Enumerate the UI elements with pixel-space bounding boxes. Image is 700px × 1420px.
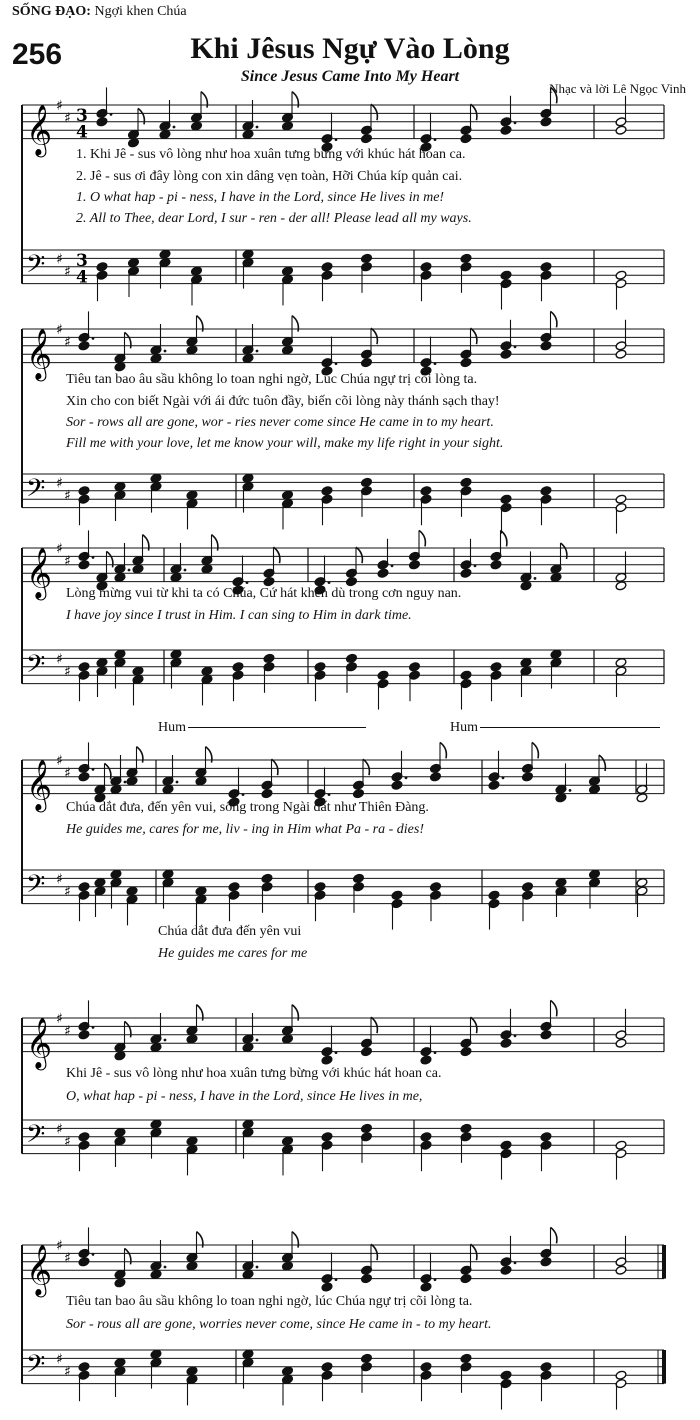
augmentation-dot bbox=[434, 362, 437, 365]
sharp-icon: ♯ bbox=[56, 651, 63, 668]
category-label: SỐNG ĐẠO: bbox=[12, 4, 91, 19]
augmentation-dot bbox=[164, 1039, 167, 1042]
note-head bbox=[636, 793, 648, 803]
note-head bbox=[186, 345, 198, 355]
note-head bbox=[550, 649, 562, 659]
sharp-icon: ♯ bbox=[56, 871, 63, 888]
note-head bbox=[430, 882, 442, 892]
time-signature-bottom: 4 bbox=[76, 122, 88, 143]
note-head bbox=[500, 125, 512, 135]
augmentation-dot bbox=[92, 337, 95, 340]
sharp-icon: ♯ bbox=[56, 1011, 63, 1027]
lyric-line: Xin cho con biết Ngài với ái đức tuôn đầy, biến cõi lòng này thánh sạch thay! bbox=[66, 394, 500, 409]
note-head bbox=[78, 560, 90, 570]
note-head bbox=[540, 262, 552, 272]
note-head bbox=[114, 1358, 126, 1368]
note-head bbox=[361, 1123, 373, 1133]
note-head bbox=[540, 1362, 552, 1372]
note-head bbox=[615, 1265, 627, 1275]
hum-extender-line bbox=[480, 727, 660, 728]
augmentation-dot bbox=[434, 1278, 437, 1281]
note-flag bbox=[371, 104, 377, 120]
note-head bbox=[110, 784, 122, 794]
treble-clef-icon: 𝄞 bbox=[26, 547, 53, 599]
note-head bbox=[409, 662, 421, 672]
augmentation-dot bbox=[328, 581, 331, 584]
lyric-line: Sor - rows all are gone, wor - ries never come since He came in to my heart. bbox=[66, 415, 494, 430]
lyric-line: Tiêu tan bao âu sầu không lo toan nghi ngờ, lúc Chúa ngự trị cõi lòng ta. bbox=[66, 1294, 473, 1309]
augmentation-dot bbox=[184, 569, 187, 572]
augmentation-dot bbox=[434, 1051, 437, 1054]
note-head bbox=[615, 1370, 627, 1380]
note-head bbox=[314, 882, 326, 892]
note-head bbox=[128, 258, 140, 268]
sharp-icon: ♯ bbox=[64, 1364, 71, 1380]
note-head bbox=[150, 1042, 162, 1052]
treble-clef-icon: 𝄞 bbox=[26, 1017, 53, 1069]
note-head bbox=[261, 873, 273, 883]
note-head bbox=[132, 666, 144, 676]
lyric-line: Sor - rous all are gone, worries never come, since He came in - to my heart. bbox=[66, 1317, 492, 1332]
bass-clef-icon: 𝄢 bbox=[26, 474, 46, 510]
note-head bbox=[242, 1269, 254, 1279]
augmentation-dot bbox=[256, 126, 259, 129]
note-flag bbox=[440, 742, 446, 758]
augmentation-dot bbox=[335, 1278, 338, 1281]
note-head bbox=[420, 262, 432, 272]
hum-marking bbox=[158, 720, 366, 736]
augmentation-dot bbox=[569, 789, 572, 792]
sharp-icon: ♯ bbox=[64, 664, 71, 680]
augmentation-dot bbox=[164, 350, 167, 353]
sharp-icon: ♯ bbox=[64, 110, 71, 127]
lyric-line: O, what hap - pi - ness, I have in the Lord, since He lives in me, bbox=[66, 1089, 423, 1104]
lyric-line: Fill me with your love, let me know your will, make my life right in your sight. bbox=[66, 436, 504, 451]
sharp-icon: ♯ bbox=[56, 541, 63, 557]
note-head bbox=[500, 1140, 512, 1150]
note-head bbox=[460, 134, 472, 144]
note-head bbox=[186, 1261, 198, 1271]
note-head bbox=[114, 572, 126, 582]
note-head bbox=[195, 776, 207, 786]
augmentation-dot bbox=[335, 1051, 338, 1054]
note-head bbox=[353, 789, 365, 799]
note-head bbox=[460, 670, 472, 680]
note-head bbox=[191, 121, 203, 131]
note-head bbox=[321, 262, 333, 272]
augmentation-dot bbox=[335, 138, 338, 141]
sharp-icon: ♯ bbox=[64, 884, 71, 900]
lyric-line: Khi Jê - sus vô lòng như hoa xuân tưng bừng với khúc hát hoan ca. bbox=[66, 1066, 442, 1081]
note-head bbox=[126, 886, 138, 896]
note-head bbox=[589, 784, 601, 794]
note-head bbox=[460, 568, 472, 578]
note-head bbox=[361, 358, 373, 368]
note-head bbox=[420, 1282, 432, 1292]
note-head bbox=[162, 784, 174, 794]
note-head bbox=[377, 670, 389, 680]
sharp-icon: ♯ bbox=[64, 264, 71, 280]
lyric-line: Chúa dắt đưa, đến yên vui, sống trong Ngài đất như Thiên Đàng. bbox=[66, 800, 429, 815]
note-head bbox=[353, 873, 365, 883]
note-head bbox=[96, 658, 108, 668]
note-head bbox=[228, 882, 240, 892]
composer-credit: Nhạc và lời Lê Ngọc Vinh bbox=[549, 81, 686, 96]
note-flag bbox=[356, 547, 362, 563]
note-head bbox=[150, 353, 162, 363]
bass-clef-icon: 𝄢 bbox=[26, 1120, 46, 1156]
augmentation-dot bbox=[176, 781, 179, 784]
bass-lyric-line: Chúa dắt đưa đến yên vui bbox=[158, 924, 302, 939]
note-head bbox=[78, 772, 90, 782]
hymn-number: 256 bbox=[12, 38, 63, 71]
note-head bbox=[520, 581, 532, 591]
note-head bbox=[282, 490, 294, 500]
note-head bbox=[263, 653, 275, 663]
augmentation-dot bbox=[474, 564, 477, 567]
note-head bbox=[150, 473, 162, 483]
note-head bbox=[420, 486, 432, 496]
note-head bbox=[555, 793, 567, 803]
note-head bbox=[615, 581, 627, 591]
note-head bbox=[186, 1034, 198, 1044]
note-head bbox=[78, 1362, 90, 1372]
note-head bbox=[114, 1278, 126, 1288]
bass-clef-icon: 𝄢 bbox=[26, 1350, 46, 1386]
note-head bbox=[159, 129, 171, 139]
sharp-icon: ♯ bbox=[64, 765, 71, 782]
note-head bbox=[488, 890, 500, 900]
note-head bbox=[540, 1030, 552, 1040]
note-head bbox=[282, 345, 294, 355]
hymn-subtitle: Since Jesus Came Into My Heart bbox=[240, 68, 460, 85]
bass-clef-icon: 𝄢 bbox=[26, 650, 46, 686]
note-head bbox=[615, 658, 627, 668]
note-flag bbox=[371, 328, 377, 344]
augmentation-dot bbox=[514, 1034, 517, 1037]
note-head bbox=[195, 886, 207, 896]
sharp-icon: ♯ bbox=[56, 475, 63, 492]
note-head bbox=[114, 1051, 126, 1061]
lyric-line: Tiêu tan bao âu sầu không lo toan nghi ngờ, Lúc Chúa ngự trị cõi lòng ta. bbox=[66, 372, 478, 387]
note-head bbox=[361, 1274, 373, 1284]
note-head bbox=[615, 349, 627, 359]
time-signature-top: 3 bbox=[76, 105, 88, 126]
note-head bbox=[500, 270, 512, 280]
hymn-title: Khi Jêsus Ngự Vào Lòng bbox=[190, 32, 510, 65]
note-head bbox=[615, 1140, 627, 1150]
sharp-icon: ♯ bbox=[56, 251, 63, 268]
note-head bbox=[346, 653, 358, 663]
lyric-line: 2. Jê - sus ơi đây lòng con xin dâng vẹn toàn, Hỡi Chúa kíp quản cai. bbox=[76, 169, 463, 184]
note-head bbox=[540, 1257, 552, 1267]
note-head bbox=[78, 662, 90, 672]
note-flag bbox=[471, 328, 477, 344]
hum-extender-line bbox=[188, 727, 366, 728]
sharp-icon: ♯ bbox=[56, 322, 63, 338]
note-flag bbox=[274, 547, 280, 563]
time-signature-top: 3 bbox=[76, 250, 88, 271]
note-head bbox=[500, 1370, 512, 1380]
note-head bbox=[361, 477, 373, 487]
note-head bbox=[321, 1362, 333, 1372]
augmentation-dot bbox=[242, 793, 245, 796]
note-head bbox=[361, 134, 373, 144]
note-head bbox=[78, 1257, 90, 1267]
sharp-icon: ♯ bbox=[64, 1250, 71, 1267]
augmentation-dot bbox=[110, 113, 113, 116]
note-head bbox=[150, 1119, 162, 1129]
augmentation-dot bbox=[164, 1266, 167, 1269]
treble-clef-icon: 𝄞 bbox=[26, 104, 53, 156]
note-head bbox=[78, 341, 90, 351]
treble-clef-icon: 𝄞 bbox=[26, 1244, 53, 1296]
bass-clef-icon: 𝄢 bbox=[26, 250, 46, 286]
hum-label: Hum bbox=[158, 720, 186, 735]
note-head bbox=[314, 662, 326, 672]
note-head bbox=[615, 1038, 627, 1048]
note-head bbox=[540, 341, 552, 351]
augmentation-dot bbox=[502, 776, 505, 779]
note-head bbox=[242, 353, 254, 363]
note-head bbox=[282, 1366, 294, 1376]
note-head bbox=[321, 1055, 333, 1065]
augmentation-dot bbox=[514, 121, 517, 124]
note-head bbox=[321, 486, 333, 496]
note-head bbox=[78, 486, 90, 496]
note-head bbox=[500, 349, 512, 359]
note-head bbox=[162, 869, 174, 879]
note-head bbox=[636, 878, 648, 888]
note-head bbox=[150, 1269, 162, 1279]
note-head bbox=[150, 1349, 162, 1359]
note-head bbox=[78, 882, 90, 892]
note-head bbox=[460, 477, 472, 487]
note-head bbox=[186, 1366, 198, 1376]
note-head bbox=[361, 253, 373, 263]
note-head bbox=[321, 1282, 333, 1292]
note-head bbox=[159, 249, 171, 259]
note-head bbox=[114, 1128, 126, 1138]
note-head bbox=[186, 490, 198, 500]
note-head bbox=[232, 662, 244, 672]
note-flag bbox=[371, 1017, 377, 1033]
sharp-icon: ♯ bbox=[64, 1134, 71, 1150]
note-head bbox=[540, 486, 552, 496]
hum-label: Hum bbox=[450, 720, 478, 735]
augmentation-dot bbox=[391, 564, 394, 567]
lyric-line: 2. All to Thee, dear Lord, I sur - ren - der all! Please lead all my ways. bbox=[76, 211, 472, 226]
note-head bbox=[361, 1047, 373, 1057]
note-head bbox=[96, 117, 108, 127]
note-head bbox=[242, 1119, 254, 1129]
note-head bbox=[540, 117, 552, 127]
note-head bbox=[96, 262, 108, 272]
note-head bbox=[114, 482, 126, 492]
time-signature-bottom: 4 bbox=[76, 267, 88, 288]
note-head bbox=[550, 572, 562, 582]
augmentation-dot bbox=[256, 350, 259, 353]
augmentation-dot bbox=[92, 1253, 95, 1256]
note-head bbox=[242, 473, 254, 483]
sharp-icon: ♯ bbox=[56, 98, 63, 114]
sharp-icon: ♯ bbox=[56, 1351, 63, 1368]
note-flag bbox=[371, 1244, 377, 1260]
note-head bbox=[430, 772, 442, 782]
note-flag bbox=[551, 87, 557, 103]
note-head bbox=[615, 125, 627, 135]
category-value: Ngợi khen Chúa bbox=[94, 4, 187, 19]
note-head bbox=[522, 882, 534, 892]
note-flag bbox=[532, 742, 538, 758]
note-head bbox=[589, 869, 601, 879]
hum-marking bbox=[450, 720, 660, 736]
note-head bbox=[500, 1265, 512, 1275]
augmentation-dot bbox=[534, 577, 537, 580]
augmentation-dot bbox=[92, 768, 95, 771]
note-head bbox=[78, 1132, 90, 1142]
augmentation-dot bbox=[92, 1026, 95, 1029]
augmentation-dot bbox=[256, 1039, 259, 1042]
augmentation-dot bbox=[328, 793, 331, 796]
augmentation-dot bbox=[335, 362, 338, 365]
lyric-line: Lòng mừng vui từ khi ta có Chúa, Cứ hát khen dù trong cơn nguy nan. bbox=[66, 586, 462, 601]
note-head bbox=[78, 1030, 90, 1040]
note-head bbox=[391, 890, 403, 900]
note-head bbox=[555, 878, 567, 888]
lyric-line: I have joy since I trust in Him. I can sing to Him in dark time. bbox=[66, 608, 412, 623]
lyric-line: 1. O what hap - pi - ness, I have in the Lord, since He lives in me! bbox=[76, 190, 445, 205]
note-flag bbox=[471, 1244, 477, 1260]
note-head bbox=[540, 1132, 552, 1142]
note-head bbox=[420, 1362, 432, 1372]
note-head bbox=[460, 1274, 472, 1284]
note-head bbox=[377, 568, 389, 578]
note-head bbox=[242, 249, 254, 259]
note-head bbox=[282, 266, 294, 276]
note-head bbox=[321, 1132, 333, 1142]
note-flag bbox=[471, 1017, 477, 1033]
note-head bbox=[420, 1132, 432, 1142]
note-head bbox=[520, 658, 532, 668]
augmentation-dot bbox=[173, 126, 176, 129]
note-head bbox=[242, 1042, 254, 1052]
note-head bbox=[110, 869, 122, 879]
treble-clef-icon: 𝄞 bbox=[26, 328, 53, 380]
augmentation-dot bbox=[124, 781, 127, 784]
note-head bbox=[460, 358, 472, 368]
sharp-icon: ♯ bbox=[56, 1121, 63, 1138]
note-head bbox=[522, 772, 534, 782]
note-head bbox=[282, 1034, 294, 1044]
lyric-line: 1. Khi Jê - sus vô lòng như hoa xuân tưng bừng với khúc hát hoan ca. bbox=[76, 147, 466, 162]
note-head bbox=[460, 253, 472, 263]
sharp-icon: ♯ bbox=[64, 1023, 71, 1040]
note-head bbox=[261, 789, 273, 799]
note-head bbox=[409, 560, 421, 570]
note-head bbox=[242, 129, 254, 139]
note-head bbox=[615, 270, 627, 280]
note-head bbox=[94, 878, 106, 888]
note-flag bbox=[419, 530, 425, 546]
note-head bbox=[615, 494, 627, 504]
sharp-icon: ♯ bbox=[64, 488, 71, 504]
note-head bbox=[488, 780, 500, 790]
bass-clef-icon: 𝄢 bbox=[26, 870, 46, 906]
note-head bbox=[201, 564, 213, 574]
note-head bbox=[282, 121, 294, 131]
augmentation-dot bbox=[434, 138, 437, 141]
note-flag bbox=[551, 1227, 557, 1243]
sharp-icon: ♯ bbox=[56, 753, 63, 769]
note-head bbox=[170, 572, 182, 582]
note-head bbox=[282, 1261, 294, 1271]
note-flag bbox=[272, 759, 278, 775]
note-head bbox=[132, 564, 144, 574]
augmentation-dot bbox=[246, 581, 249, 584]
augmentation-dot bbox=[128, 569, 131, 572]
note-head bbox=[361, 1353, 373, 1363]
note-flag bbox=[551, 311, 557, 327]
note-head bbox=[114, 362, 126, 372]
note-head bbox=[490, 662, 502, 672]
note-flag bbox=[471, 104, 477, 120]
augmentation-dot bbox=[92, 556, 95, 559]
note-head bbox=[242, 1349, 254, 1359]
note-head bbox=[114, 649, 126, 659]
sharp-icon: ♯ bbox=[56, 1238, 63, 1254]
note-head bbox=[126, 776, 138, 786]
note-head bbox=[186, 1136, 198, 1146]
note-head bbox=[170, 649, 182, 659]
sharp-icon: ♯ bbox=[64, 553, 71, 570]
note-head bbox=[500, 494, 512, 504]
note-head bbox=[500, 1038, 512, 1048]
note-head bbox=[282, 1136, 294, 1146]
note-head bbox=[420, 1055, 432, 1065]
note-head bbox=[201, 666, 213, 676]
note-flag bbox=[363, 759, 369, 775]
lyric-line: He guides me, cares for me, liv - ing in Him what Pa - ra - dies! bbox=[66, 822, 424, 837]
note-head bbox=[460, 1047, 472, 1057]
augmentation-dot bbox=[514, 1261, 517, 1264]
augmentation-dot bbox=[514, 345, 517, 348]
note-head bbox=[490, 560, 502, 570]
note-flag bbox=[551, 1000, 557, 1016]
augmentation-dot bbox=[405, 776, 408, 779]
note-head bbox=[391, 780, 403, 790]
bass-lyric-line: He guides me cares for me bbox=[158, 946, 308, 961]
note-head bbox=[191, 266, 203, 276]
augmentation-dot bbox=[256, 1266, 259, 1269]
treble-clef-icon: 𝄞 bbox=[26, 759, 53, 811]
note-head bbox=[460, 1353, 472, 1363]
note-head bbox=[460, 1123, 472, 1133]
sharp-icon: ♯ bbox=[64, 334, 71, 351]
